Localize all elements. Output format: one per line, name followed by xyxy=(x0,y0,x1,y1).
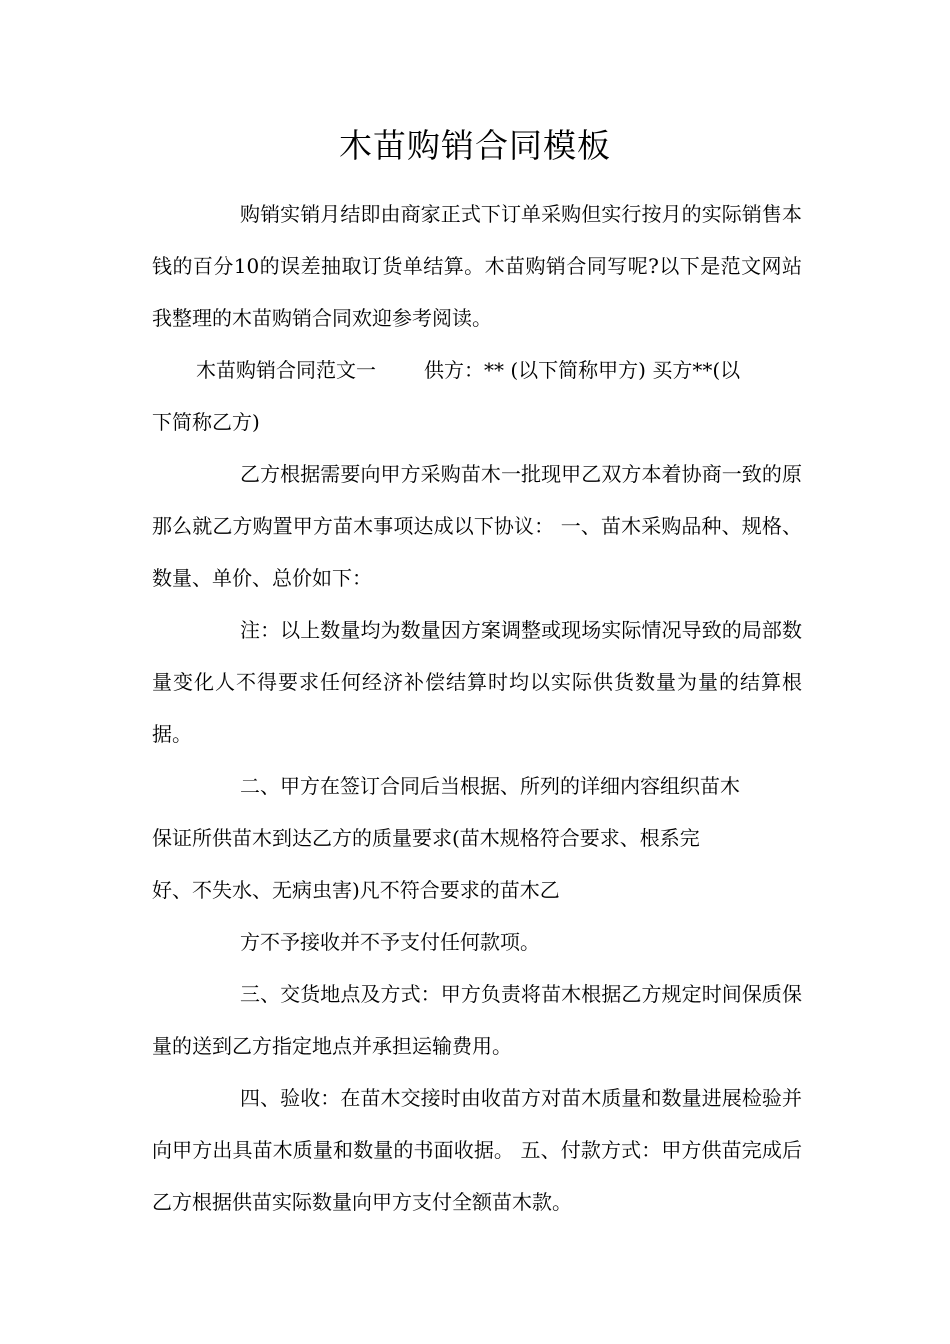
paragraph-clause-3: 三、交货地点及方式：甲方负责将苗木根据乙方规定时间保质保量的送到乙方指定地点并承担运输费用。 xyxy=(152,982,802,1058)
paragraph-intro: 购销实销月结即由商家正式下订单采购但实行按月的实际销售本钱的百分10的误差抽取订货单结算。木苗购销合同写呢?以下是范文网站我整理的木苗购销合同欢迎参考阅读。 xyxy=(152,202,802,330)
paragraph-note: 注：以上数量均为数量因方案调整或现场实际情况导致的局部数量变化人不得要求任何经济补偿结算时均以实际供货数量为量的结算根据。 xyxy=(152,618,802,746)
clause-2-line2: 保证所供苗木到达乙方的质量要求(苗木规格符合要求、根系完 xyxy=(152,826,700,850)
paragraph-agreement: 乙方根据需要向甲方采购苗木一批现甲乙双方本着协商一致的原那么就乙方购置甲方苗木事项达成以下协议： 一、苗木采购品种、规格、数量、单价、总价如下： xyxy=(152,462,802,590)
paragraph-parties xyxy=(152,344,802,448)
document-title: 木苗购销合同模板 xyxy=(339,126,611,165)
paragraph-clause-2-cont: 方不予接收并不予支付任何款项。 xyxy=(240,930,540,954)
paragraph-clause-4-5: 四、验收：在苗木交接时由收苗方对苗木质量和数量进展检验并向甲方出具苗木质量和数量的书面收据。 五、付款方式：甲方供苗完成后乙方根据供苗实际数量向甲方支付全额苗木款。 xyxy=(152,1086,802,1214)
paragraph-clause-2 xyxy=(152,760,802,916)
parties-heading: 木苗购销合同范文一 xyxy=(196,358,376,382)
parties-text-line1: 供方：** (以下简称甲方) 买方**(以 xyxy=(424,358,741,382)
clause-2-line1: 二、甲方在签订合同后当根据、所列的详细内容组织苗木 xyxy=(240,774,740,798)
clause-2-line3: 好、不失水、无病虫害)凡不符合要求的苗木乙 xyxy=(152,878,560,902)
parties-text-line2: 下简称乙方) xyxy=(152,410,260,434)
document-body xyxy=(152,188,802,1228)
